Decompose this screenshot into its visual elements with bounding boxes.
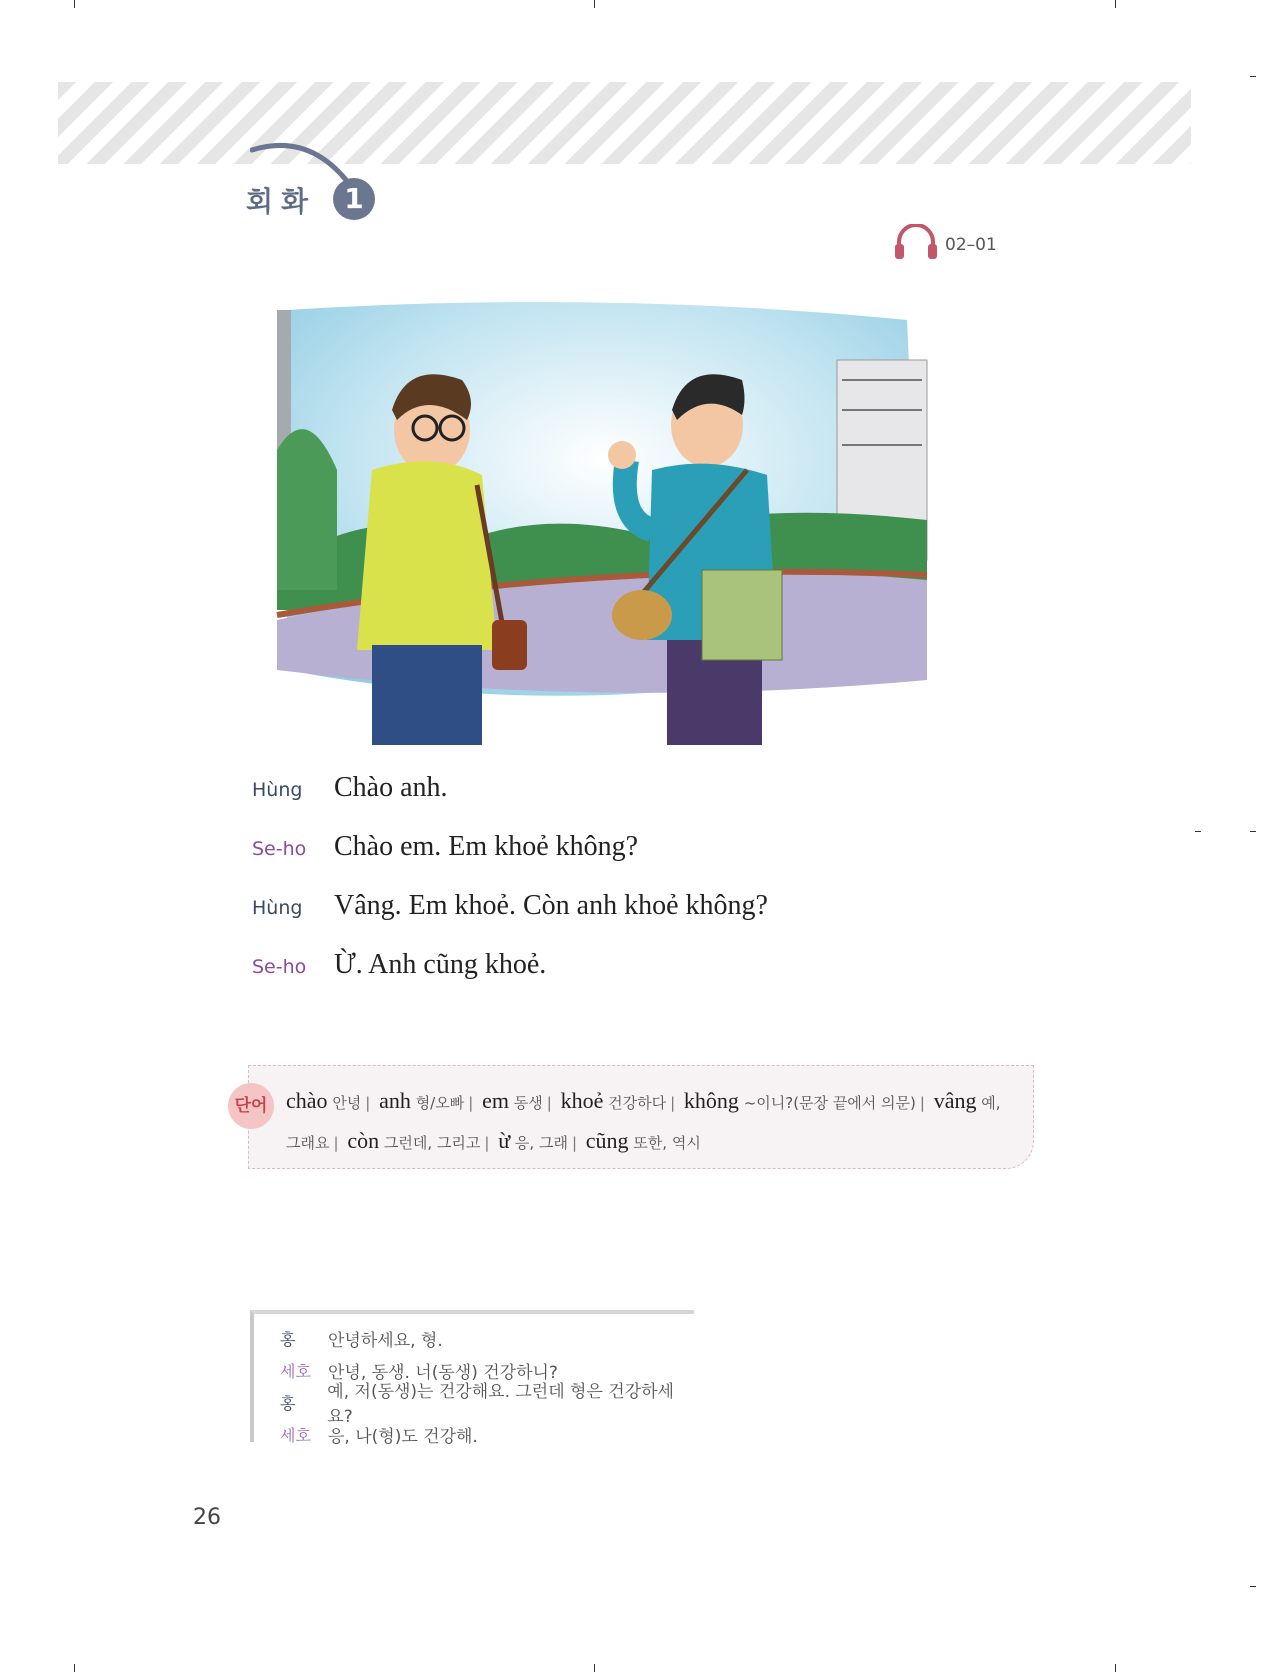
- translation-speaker: 홍: [280, 1329, 296, 1349]
- vocab-word: còn: [347, 1128, 380, 1153]
- vocab-word: chào: [286, 1088, 328, 1113]
- vocab-separator: |: [484, 1134, 490, 1152]
- crop-mark: [74, 1664, 75, 1672]
- vocab-separator: |: [468, 1094, 474, 1112]
- dialogue-line: [252, 890, 768, 949]
- translation-speaker: 세호: [280, 1425, 311, 1445]
- translation-text: 응, 나(형)도 건강해.: [328, 1426, 478, 1447]
- dialogue: [252, 772, 768, 1008]
- translation-speaker: 홍: [280, 1393, 296, 1413]
- crop-mark: [1195, 831, 1201, 832]
- vocab-separator: |: [333, 1134, 339, 1152]
- section-number: 1: [333, 178, 375, 220]
- header-stripe-band: [58, 82, 1191, 164]
- vocab-meaning: 그런데, 그리고: [383, 1134, 481, 1152]
- crop-mark: [74, 0, 75, 8]
- vocab-list: [286, 1082, 1016, 1162]
- headphones-icon: [893, 224, 939, 265]
- translation-text: 안녕하세요, 형.: [328, 1330, 443, 1351]
- speaker-name: Hùng: [252, 779, 303, 801]
- utterance: Ừ. Anh cũng khoẻ.: [334, 949, 547, 980]
- vocab-meaning: 또한, 역시: [633, 1134, 701, 1152]
- translation-text: 안녕, 동생. 너(동생) 건강하니?: [328, 1362, 558, 1383]
- vocab-word: không: [683, 1088, 739, 1113]
- audio-track[interactable]: [893, 224, 997, 265]
- crop-mark: [1250, 831, 1256, 832]
- vocab-word: khoẻ: [560, 1088, 604, 1113]
- translation-text: 예, 저(동생)는 건강해요. 그런데 형은 건강하세요?: [327, 1382, 674, 1427]
- translation-box: [250, 1310, 694, 1447]
- vocab-separator: |: [571, 1134, 577, 1152]
- utterance: Chào em. Em khoẻ không?: [334, 831, 639, 862]
- crop-mark: [594, 0, 595, 8]
- translation-line: [254, 1382, 694, 1427]
- vocab-separator: |: [670, 1094, 676, 1112]
- vocab-word: anh: [379, 1088, 411, 1113]
- audio-track-code: 02–01: [945, 234, 997, 255]
- crop-mark: [1250, 1586, 1256, 1587]
- speaker-name: Se-ho: [252, 838, 307, 860]
- dialogue-line: [252, 772, 768, 831]
- vocab-separator: |: [365, 1094, 371, 1112]
- crop-mark: [594, 1664, 595, 1672]
- speaker-name: Hùng: [252, 897, 303, 919]
- vocab-meaning: ~이니?(문장 끝에서 의문): [743, 1094, 916, 1112]
- vocab-word: em: [482, 1088, 509, 1113]
- vocab-word: vâng: [933, 1088, 977, 1113]
- crop-mark: [1115, 0, 1116, 8]
- vocab-meaning: 건강하다: [608, 1094, 667, 1112]
- crop-mark: [1250, 76, 1256, 77]
- section-title: 회화: [246, 185, 317, 218]
- vocab-meaning: 형/오빠: [415, 1094, 465, 1112]
- utterance: Vâng. Em khoẻ. Còn anh khoẻ không?: [334, 890, 768, 921]
- dialogue-line: [252, 831, 768, 890]
- speaker-name: Se-ho: [252, 956, 307, 978]
- translation-line: [254, 1322, 694, 1354]
- translation-speaker: 세호: [280, 1361, 311, 1381]
- vocab-meaning: 안녕: [332, 1094, 362, 1112]
- vocab-meaning: 응, 그래: [514, 1134, 568, 1152]
- dialogue-line: [252, 949, 768, 1008]
- vocab-badge: 단어: [228, 1083, 274, 1129]
- vocab-meaning: 예, 그래요: [286, 1094, 1001, 1152]
- vocab-word: cũng: [585, 1128, 629, 1153]
- page-number: 26: [193, 1505, 221, 1530]
- vocab-word: ừ: [498, 1128, 511, 1153]
- vocab-separator: |: [919, 1094, 925, 1112]
- crop-mark: [1115, 1664, 1116, 1672]
- dialogue-illustration: [247, 270, 955, 760]
- utterance: Chào anh.: [334, 772, 448, 803]
- vocab-separator: |: [546, 1094, 552, 1112]
- vocab-meaning: 동생: [513, 1094, 543, 1112]
